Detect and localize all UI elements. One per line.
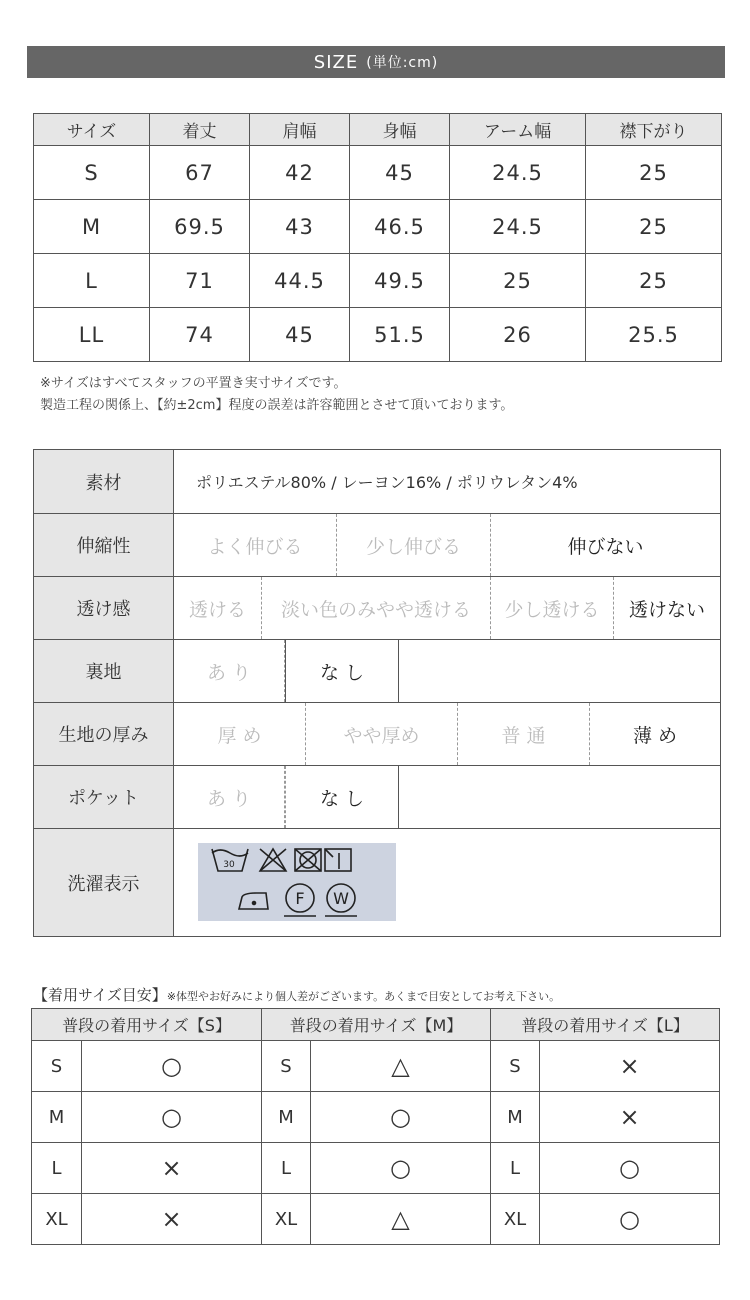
guide-size: S <box>491 1041 540 1092</box>
sheer-option: 少し透ける <box>491 577 614 639</box>
length-value: 74 <box>150 308 250 362</box>
size-guide-table <box>31 1008 720 1245</box>
svg-text:30: 30 <box>223 860 235 870</box>
table-row <box>34 308 722 362</box>
size-table-header-row <box>34 114 722 146</box>
spec-row-pocket <box>34 765 720 828</box>
header-neck: 襟下がり <box>586 114 722 146</box>
guide-fit-symbol: × <box>540 1041 720 1092</box>
spec-label: 素材 <box>34 450 174 513</box>
spec-row-material <box>34 450 720 513</box>
guide-size: XL <box>32 1194 82 1245</box>
table-row <box>32 1041 720 1092</box>
no-tumble-dry-icon <box>295 849 321 871</box>
table-row <box>32 1092 720 1143</box>
guide-size: L <box>32 1143 82 1194</box>
pocket-option-selected: な し <box>285 766 399 828</box>
size-table <box>33 113 722 362</box>
header-size: サイズ <box>34 114 150 146</box>
arm-value: 24.5 <box>450 146 586 200</box>
chest-value: 45 <box>350 146 450 200</box>
guide-size: L <box>491 1143 540 1194</box>
table-row <box>34 254 722 308</box>
spec-row-sheer <box>34 576 720 639</box>
table-row <box>34 146 722 200</box>
chest-value: 46.5 <box>350 200 450 254</box>
guide-fit-symbol: ○ <box>540 1143 720 1194</box>
thickness-option: 普 通 <box>458 703 590 765</box>
spec-label: 洗濯表示 <box>34 829 174 936</box>
chest-value: 49.5 <box>350 254 450 308</box>
pocket-option: あ り <box>174 766 285 828</box>
size-banner-unit: (単位:cm) <box>366 55 439 71</box>
guide-title-text: 【着用サイズ目安】 <box>33 986 167 1004</box>
spec-label: 裏地 <box>34 640 174 702</box>
spec-label: 透け感 <box>34 577 174 639</box>
shoulder-value: 45 <box>250 308 350 362</box>
guide-fit-symbol: × <box>540 1092 720 1143</box>
line-dry-icon <box>325 849 351 871</box>
thickness-option-selected: 薄 め <box>632 724 678 747</box>
hand-wash-30-icon <box>212 849 248 871</box>
guide-fit-symbol: × <box>82 1194 262 1245</box>
header-arm: アーム幅 <box>450 114 586 146</box>
lining-option-selected: な し <box>285 640 399 702</box>
guide-size: XL <box>262 1194 311 1245</box>
guide-fit-symbol: ○ <box>540 1194 720 1245</box>
size-banner-title: SIZE <box>313 51 359 73</box>
guide-size: M <box>32 1092 82 1143</box>
guide-fit-symbol: ○ <box>82 1041 262 1092</box>
thickness-option: 厚 め <box>174 703 306 765</box>
table-row <box>32 1143 720 1194</box>
stretch-option: 少し伸びる <box>337 514 491 576</box>
sheer-option: 透ける <box>174 577 262 639</box>
dry-clean-f-icon <box>284 884 316 916</box>
guide-fit-symbol: × <box>82 1143 262 1194</box>
shoulder-value: 42 <box>250 146 350 200</box>
guide-note: ※体型やお好みにより個人差がございます。あくまで目安としてお考え下さい。 <box>166 990 561 1003</box>
shoulder-value: 44.5 <box>250 254 350 308</box>
size-banner <box>27 46 725 78</box>
spec-table <box>33 449 721 937</box>
guide-fit-symbol: ○ <box>311 1092 491 1143</box>
neck-value: 25 <box>586 200 722 254</box>
guide-size: M <box>262 1092 311 1143</box>
spec-label: 伸縮性 <box>34 514 174 576</box>
spec-row-lining <box>34 639 720 702</box>
guide-header-row <box>32 1009 720 1041</box>
arm-value: 26 <box>450 308 586 362</box>
wet-clean-w-icon <box>325 884 357 916</box>
guide-fit-symbol: ○ <box>311 1143 491 1194</box>
sheer-option: 淡い色のみやや透ける <box>262 577 491 639</box>
size-label: LL <box>34 308 150 362</box>
guide-size: M <box>491 1092 540 1143</box>
size-note-line-1: ※サイズはすべてスタッフの平置き実寸サイズです。 <box>40 376 347 391</box>
length-value: 71 <box>150 254 250 308</box>
guide-header-s: 普段の着用サイズ【S】 <box>32 1009 262 1041</box>
length-value: 67 <box>150 146 250 200</box>
spec-row-stretch <box>34 513 720 576</box>
care-symbols <box>198 843 396 921</box>
spec-label: ポケット <box>34 766 174 828</box>
stretch-option-selected: 伸びない <box>567 535 644 558</box>
svg-text:W: W <box>333 889 349 908</box>
lining-option: あ り <box>174 640 285 702</box>
guide-size: L <box>262 1143 311 1194</box>
arm-value: 25 <box>450 254 586 308</box>
guide-size: S <box>262 1041 311 1092</box>
spec-row-care <box>34 828 720 936</box>
neck-value: 25 <box>586 146 722 200</box>
guide-size: XL <box>491 1194 540 1245</box>
chest-value: 51.5 <box>350 308 450 362</box>
sheer-option-selected: 透けない <box>628 598 705 621</box>
material-value: ポリエステル80% / レーヨン16% / ポリウレタン4% <box>196 473 578 492</box>
care-label-image <box>198 843 396 921</box>
guide-header-l: 普段の着用サイズ【L】 <box>491 1009 720 1041</box>
iron-low-icon <box>239 893 268 909</box>
stretch-option: よく伸びる <box>174 514 337 576</box>
table-row <box>34 200 722 254</box>
header-length: 着丈 <box>150 114 250 146</box>
size-label: S <box>34 146 150 200</box>
guide-header-m: 普段の着用サイズ【M】 <box>262 1009 491 1041</box>
guide-fit-symbol: ○ <box>82 1092 262 1143</box>
shoulder-value: 43 <box>250 200 350 254</box>
spec-row-thickness <box>34 702 720 765</box>
size-note-line-2: 製造工程の関係上、【約±2cm】程度の誤差は許容範囲とさせて頂いております。 <box>40 398 514 413</box>
spec-label: 生地の厚み <box>34 703 174 765</box>
header-chest: 身幅 <box>350 114 450 146</box>
size-label: M <box>34 200 150 254</box>
size-label: L <box>34 254 150 308</box>
header-shoulder: 肩幅 <box>250 114 350 146</box>
arm-value: 24.5 <box>450 200 586 254</box>
no-bleach-icon <box>260 849 286 871</box>
table-row <box>32 1194 720 1245</box>
guide-fit-symbol: △ <box>311 1041 491 1092</box>
guide-title <box>33 984 560 1005</box>
guide-size: S <box>32 1041 82 1092</box>
length-value: 69.5 <box>150 200 250 254</box>
neck-value: 25.5 <box>586 308 722 362</box>
svg-text:F: F <box>295 889 305 908</box>
guide-fit-symbol: △ <box>311 1194 491 1245</box>
neck-value: 25 <box>586 254 722 308</box>
thickness-option: やや厚め <box>306 703 458 765</box>
